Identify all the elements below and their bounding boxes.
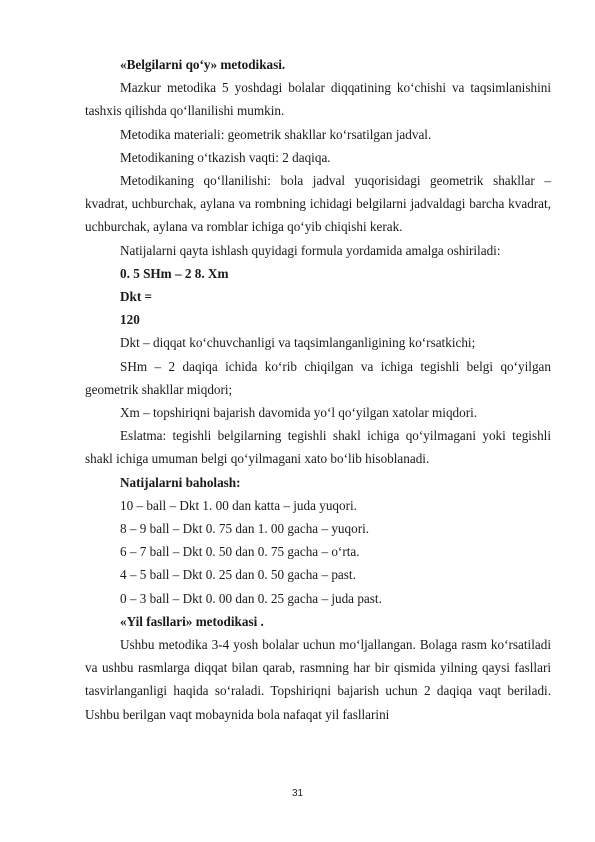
- section-heading-yil-fasllari: «Yil fasllari» metodikasi .: [120, 613, 264, 629]
- formula-lhs: Dkt =: [120, 289, 153, 305]
- section-heading-evaluation: Natijalarni baholash:: [120, 474, 241, 490]
- score-row-0-3: 0 – 3 ball – Dkt 0. 00 dan 0. 25 gacha – juda past.: [120, 590, 382, 606]
- score-row-4-5: 4 – 5 ball – Dkt 0. 25 dan 0. 50 gacha – past.: [120, 567, 356, 583]
- paragraph-yil-fasllari: Ushbu metodika 3-4 yosh bolalar uchun mo‘ljallangan. Bolaga rasm ko‘rsatiladi va ushbu rasmlarga diqqat bilan qarab, rasmning har bir qismida yilning qaysi fasllari tasvirlanganligi haqida so‘raladi. Topshiriqni bajarish uchun 2 daqiqa vaqt beriladi. Ushbu berilgan vaqt mobaynida bola nafaqat yil fasllarini: [85, 637, 551, 722]
- definition-shm: SHm – 2 daqiqa ichida ko‘rib chiqilgan va ichiga tegishli belgi qo‘yilgan geometrik shakllar miqdori;: [85, 358, 551, 397]
- formula-numerator: 0. 5 SHm – 2 8. Xm: [120, 265, 229, 281]
- paragraph-time: Metodikaning o‘tkazish vaqti: 2 daqiqa.: [120, 149, 331, 165]
- definition-dkt: Dkt – diqqat ko‘chuvchanligi va taqsimlanganligining ko‘rsatkichi;: [120, 335, 476, 351]
- definition-xm: Xm – topshiriqni bajarish davomida yo‘l qo‘yilgan xatolar miqdori.: [120, 405, 478, 421]
- paragraph-processing: Natijalarni qayta ishlash quyidagi formula yordamida amalga oshiriladi:: [120, 242, 501, 258]
- score-row-6-7: 6 – 7 ball – Dkt 0. 50 dan 0. 75 gacha – o‘rta.: [120, 544, 360, 560]
- paragraph-note: Eslatma: tegishli belgilarning tegishli shakl ichiga qo‘yilmagani yoki tegishli shakl ichiga umuman belgi qo‘yilmagani xato bo‘lib hisoblanadi.: [85, 428, 551, 467]
- document-body: [85, 53, 551, 726]
- formula-denominator: 120: [120, 312, 140, 328]
- section-heading-belgilarni-qoy: «Belgilarni qo‘y» metodikasi.: [120, 57, 286, 72]
- page-number: 31: [291, 788, 304, 799]
- score-row-8-9: 8 – 9 ball – Dkt 0. 75 dan 1. 00 gacha – yuqori.: [120, 521, 370, 537]
- paragraph-usage: Metodikaning qo‘llanilishi: bola jadval yuqorisidagi geometrik shakllar – kvadrat, uchburchak, aylana va rombning ichidagi belgilarni jadvaldagi barcha kvadrat, uchburchak, aylana va romblar ichiga qo‘yib chiqishi kerak.: [85, 173, 551, 235]
- paragraph-intro: Mazkur metodika 5 yoshdagi bolalar diqqatining ko‘chishi va taqsimlanishini tashxis qilishda qo‘llanilishi mumkin.: [85, 80, 551, 119]
- paragraph-material: Metodika materiali: geometrik shakllar ko‘rsatilgan jadval.: [120, 126, 432, 142]
- score-row-10: 10 – ball – Dkt 1. 00 dan katta – juda yuqori.: [120, 497, 357, 513]
